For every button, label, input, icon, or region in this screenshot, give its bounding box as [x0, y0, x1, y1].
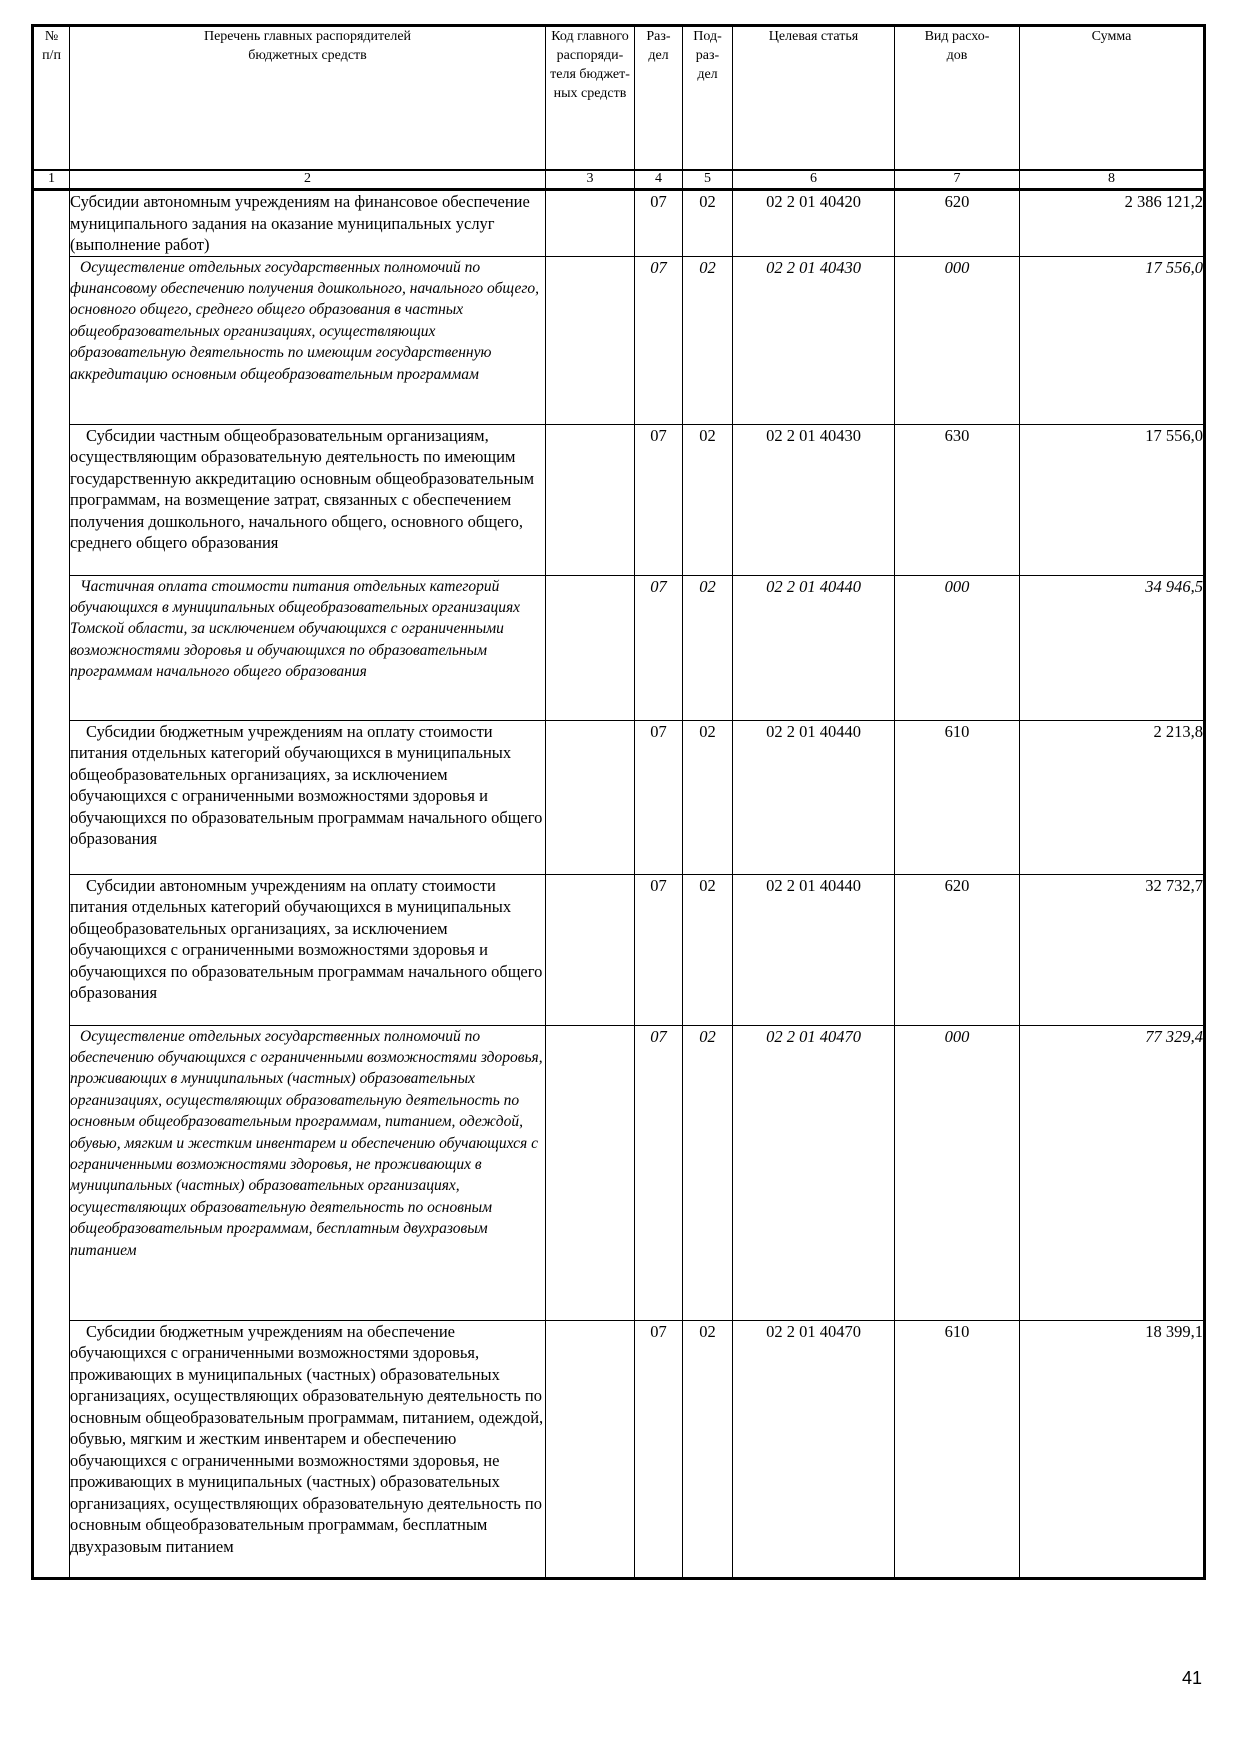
header-sum: Сумма — [1020, 26, 1205, 171]
header-subsection: Под-раз-дел — [683, 26, 733, 171]
row-target: 02 2 01 40440 — [733, 720, 895, 874]
row-expense-type: 620 — [895, 874, 1020, 1025]
row-name: Субсидии бюджетным учреждениям на оплату стоимости питания отдельных категорий обучающихся в муниципальных общеобразовательных организациях, за исключением обучающихся с ограниченными возможностями здоровья и обучающихся по образовательным программам начального общего образования — [70, 720, 546, 874]
row-section: 07 — [635, 720, 683, 874]
table-row — [33, 1320, 1205, 1578]
column-number: 2 — [70, 170, 546, 190]
budget-table — [31, 24, 1206, 1580]
row-sum: 2 213,8 — [1020, 720, 1205, 874]
table-row — [33, 1025, 1205, 1320]
row-name: Субсидии автономным учреждениям на финансовое обеспечение муниципального задания на оказание муниципальных услуг (выполнение работ) — [70, 190, 546, 257]
row-expense-type: 000 — [895, 575, 1020, 720]
row-number-cell — [33, 720, 70, 874]
row-code — [546, 256, 635, 424]
row-number-cell — [33, 424, 70, 575]
row-name: Осуществление отдельных государственных полномочий по финансовому обеспечению получения дошкольного, начального общего, основного общего, среднего общего образования в частных общеобразовательных организациях, осуществляющих образовательную деятельность по имеющим государственную аккредитацию основным общеобразовательным программам — [70, 256, 546, 424]
row-sum: 17 556,0 — [1020, 256, 1205, 424]
row-target: 02 2 01 40470 — [733, 1025, 895, 1320]
table-row — [33, 190, 1205, 257]
header-num: № п/п — [33, 26, 70, 171]
header-name: Перечень главных распорядителей бюджетных средств — [70, 26, 546, 171]
row-expense-type: 000 — [895, 1025, 1020, 1320]
column-number: 1 — [33, 170, 70, 190]
column-number: 4 — [635, 170, 683, 190]
table-body — [33, 190, 1205, 1579]
row-number-cell — [33, 1025, 70, 1320]
budget-sheet — [31, 24, 1203, 1580]
row-subsection: 02 — [683, 424, 733, 575]
column-number: 5 — [683, 170, 733, 190]
row-sum: 34 946,5 — [1020, 575, 1205, 720]
row-sum: 18 399,1 — [1020, 1320, 1205, 1578]
row-subsection: 02 — [683, 1025, 733, 1320]
table-row — [33, 874, 1205, 1025]
row-subsection: 02 — [683, 874, 733, 1025]
header-code: Код главного распоряди-теля бюджет-ных средств — [546, 26, 635, 171]
row-expense-type: 610 — [895, 1320, 1020, 1578]
row-code — [546, 1320, 635, 1578]
column-number: 8 — [1020, 170, 1205, 190]
row-expense-type: 000 — [895, 256, 1020, 424]
row-subsection: 02 — [683, 720, 733, 874]
row-name: Субсидии бюджетным учреждениям на обеспечение обучающихся с ограниченными возможностями здоровья, проживающих в муниципальных (частных) образовательных организациях, осуществляющих образовательную деятельность по основным общеобразовательным программам, питанием, одеждой, обувью, мягким и жестким инвентарем и обеспечению обучающихся с ограниченными возможностями здоровья, не проживающих в муниципальных (частных) образовательных организациях, осуществляющих образовательную деятельность по основным общеобразовательным программам, бесплатным двухразовым питанием — [70, 1320, 546, 1578]
row-code — [546, 1025, 635, 1320]
row-section: 07 — [635, 424, 683, 575]
header-target: Целевая статья — [733, 26, 895, 171]
row-expense-type: 610 — [895, 720, 1020, 874]
row-target: 02 2 01 40440 — [733, 874, 895, 1025]
row-section: 07 — [635, 575, 683, 720]
table-row — [33, 424, 1205, 575]
row-expense-type: 620 — [895, 190, 1020, 257]
row-subsection: 02 — [683, 190, 733, 257]
row-number-cell — [33, 575, 70, 720]
row-code — [546, 575, 635, 720]
row-section: 07 — [635, 1320, 683, 1578]
table-row — [33, 256, 1205, 424]
row-subsection: 02 — [683, 575, 733, 720]
header-section: Раз-дел — [635, 26, 683, 171]
row-section: 07 — [635, 256, 683, 424]
row-expense-type: 630 — [895, 424, 1020, 575]
row-code — [546, 190, 635, 257]
row-number-cell — [33, 256, 70, 424]
row-number-cell — [33, 190, 70, 257]
row-name: Осуществление отдельных государственных полномочий по обеспечению обучающихся с ограниченными возможностями здоровья, проживающих в муниципальных (частных) образовательных организациях, осуществляющих образовательную деятельность по основным общеобразовательным программам, питанием, одеждой, обувью, мягким и жестким инвентарем и обеспечению обучающихся с ограниченными возможностями здоровья, не проживающих в муниципальных (частных) образовательных организациях, осуществляющих образовательную деятельность по основным общеобразовательным программам, бесплатным двухразовым питанием — [70, 1025, 546, 1320]
page-number: 41 — [1182, 1668, 1203, 1688]
row-section: 07 — [635, 190, 683, 257]
row-name: Субсидии автономным учреждениям на оплату стоимости питания отдельных категорий обучающихся в муниципальных общеобразовательных организациях, за исключением обучающихся с ограниченными возможностями здоровья и обучающихся по образовательным программам начального общего образования — [70, 874, 546, 1025]
column-number: 6 — [733, 170, 895, 190]
row-target: 02 2 01 40440 — [733, 575, 895, 720]
row-name: Частичная оплата стоимости питания отдельных категорий обучающихся в муниципальных общеобразовательных организациях Томской области, за исключением обучающихся с ограниченными возможностями здоровья и обучающихся по образовательным программам начального общего образования — [70, 575, 546, 720]
row-subsection: 02 — [683, 256, 733, 424]
table-row — [33, 575, 1205, 720]
row-subsection: 02 — [683, 1320, 733, 1578]
row-section: 07 — [635, 874, 683, 1025]
row-sum: 77 329,4 — [1020, 1025, 1205, 1320]
column-number-row — [33, 170, 1205, 190]
header-expense-type: Вид расхо-дов — [895, 26, 1020, 171]
row-target: 02 2 01 40470 — [733, 1320, 895, 1578]
row-section: 07 — [635, 1025, 683, 1320]
row-number-cell — [33, 1320, 70, 1578]
row-sum: 17 556,0 — [1020, 424, 1205, 575]
row-code — [546, 424, 635, 575]
row-target: 02 2 01 40430 — [733, 256, 895, 424]
row-sum: 2 386 121,2 — [1020, 190, 1205, 257]
row-number-cell — [33, 874, 70, 1025]
row-sum: 32 732,7 — [1020, 874, 1205, 1025]
column-number: 7 — [895, 170, 1020, 190]
row-target: 02 2 01 40430 — [733, 424, 895, 575]
row-code — [546, 720, 635, 874]
table-header — [33, 26, 1205, 171]
row-target: 02 2 01 40420 — [733, 190, 895, 257]
table-row — [33, 720, 1205, 874]
row-name: Субсидии частным общеобразовательным организациям, осуществляющим образовательную деятельность по имеющим государственную аккредитацию основным общеобразовательным программам, на возмещение затрат, связанных с обеспечением получения дошкольного, начального общего, основного общего, среднего общего образования — [70, 424, 546, 575]
column-number: 3 — [546, 170, 635, 190]
row-code — [546, 874, 635, 1025]
